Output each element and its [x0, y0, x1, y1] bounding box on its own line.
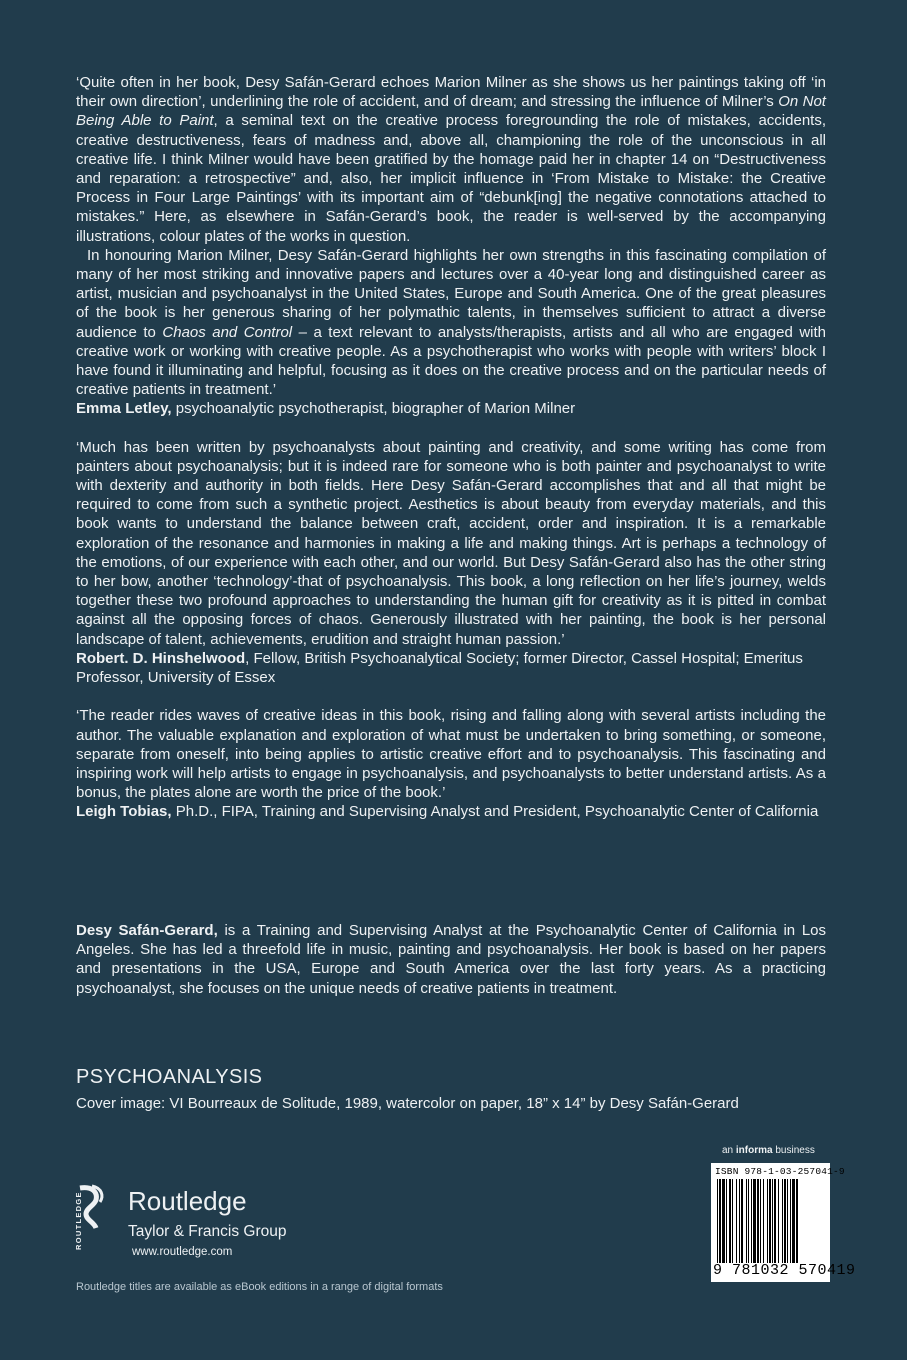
blurb-1-attribution: Emma Letley, psychoanalytic psychotherapist, biographer of Marion Milner [76, 400, 576, 418]
blurb-1-paragraph-1: ‘Quite often in her book, Desy Safán-Gerard echoes Marion Milner as she shows us her paintings taking off ‘in their own direction’, underlining the role of accident, and of dream; and stressing the influence of Milner’s On Not Being Able to Paint, a seminal text on the creative process foregrounding the role of mistakes, accidents, creative destructiveness, fears of madness and, above all, championing the role of the unconscious in all creative life. I think Milner would have been gratified by the homage paid her in chapter 14 on “Destructiveness and reparation: a retrospective” and, also, her implicit influence in ‘From Mistake to Mistake: the Creative Process in Four Large Paintings’ with its important aim of “debunk[ing] the negative connotations attached to mistakes.” Here, as elsewhere in Safán-Gerard’s book, the reader is well-served by the accompanying illustrations, colour plates of the works in question. [76, 74, 826, 245]
author-bio: Desy Safán-Gerard, is a Training and Supervising Analyst at the Psychoanalytic Center of California in Los Angeles. She has led a threefold life in music, painting and psychoanalysis. Her book is based on her papers and presentations in the USA, Europe and South America over the last forty years. As a practicing psychoanalyst, she focuses on the unique needs of creative patients in treatment. [76, 922, 827, 997]
barcode-bar [790, 1179, 791, 1263]
barcode-bar [741, 1179, 743, 1263]
barcode-bar [787, 1179, 788, 1263]
cover-credit: Cover image: VI Bourreaux de Solitude, 1989, watercolor on paper, 18” x 14” by Desy Safán-Gerard [76, 1095, 739, 1112]
isbn-label: ISBN 978-1-03-257041-9 [715, 1166, 845, 1177]
isbn-barcode [711, 1163, 856, 1282]
barcode-bar [736, 1179, 737, 1263]
barcode-bar [751, 1179, 752, 1263]
barcode-bar [792, 1179, 795, 1263]
blurb-2-text: ‘Much has been written by psychoanalysts about painting and creativity, and some writing has come from painters about psychoanalysis; but it is indeed rare for someone who is both painter and psychoanalyst to write with dexterity and authority in both fields. Here Desy Safán-Gerard accomplishes that and all that might be required to come from such a synthetic project. Aesthetics is about beauty from everyday materials, and this book wants to understand the balance between craft, accident, order and inspiration. It is a remarkable exploration of the resonance and harmonies in making a life and making things. Art is perhaps a technology of the emotions, of our experience with each other, and our world. But Desy Safán-Gerard also has the other string to her bow, another ‘technology’-that of psychoanalysis. This book, a long reflection on her life’s journey, welds together these two profound approaches to understanding the human gift for creativity as it is pitted in combat against all the opposing forces of chaos. Generously illustrated with her painting, the book is her personal landscape of talent, achievements, erudition and straight human passion.’ [76, 438, 826, 648]
barcode-bar [774, 1179, 776, 1263]
barcode-bar [757, 1179, 759, 1263]
barcode-bar [796, 1179, 798, 1263]
barcode-bar [748, 1179, 749, 1263]
barcode-bar [782, 1179, 783, 1263]
barcode-bar [784, 1179, 786, 1263]
ebook-note: Routledge titles are available as eBook editions in a range of digital formats [76, 1281, 443, 1293]
barcode-bar [753, 1179, 756, 1263]
publisher-name: Routledge [128, 1186, 247, 1216]
routledge-logo-icon [74, 1184, 112, 1252]
subject-category: PSYCHOANALYSIS [76, 1066, 263, 1088]
barcode-bar [769, 1179, 771, 1263]
barcode-bar [726, 1179, 727, 1263]
barcode-bar [746, 1179, 747, 1263]
blurb-3-text: ‘The reader rides waves of creative ideas in this book, rising and falling along with several artists including the author. The valuable explanation and exploration of what must be undertaken to bring something, or someone, separate from oneself, into being applies to artistic creative effort and to psychoanalysis. This fascinating and inspiring work will help artists to engage in psychoanalysis, and psychoanalysts to better understand artists. As a bonus, the plates alone are worth the price of the book.’ [76, 707, 826, 802]
barcode-bars-icon [717, 1179, 824, 1263]
book-title: Chaos and Control [162, 323, 293, 341]
barcode-bar [717, 1179, 718, 1263]
barcode-bar [763, 1179, 764, 1263]
barcode-bar [739, 1179, 740, 1263]
publisher-group: Taylor & Francis Group [128, 1223, 287, 1240]
barcode-bar [760, 1179, 761, 1263]
book-title: On Not Being Able to Paint [76, 93, 826, 130]
endorsements [76, 73, 826, 822]
blurb-2-attribution: Robert. D. Hinshelwood, Fellow, British Psychoanalytical Society; former Director, Cassel Hospital; Emeritus Professor, University of Essex [76, 649, 803, 687]
logo-vertical-text: ROUTLEDGE [74, 1191, 83, 1250]
barcode-bar [722, 1179, 725, 1263]
barcode-bar [772, 1179, 773, 1263]
barcode-bar [732, 1179, 733, 1263]
barcode-bar [719, 1179, 721, 1263]
publisher-url: www.routledge.com [132, 1246, 233, 1258]
barcode-bar [767, 1179, 768, 1263]
barcode-bar [729, 1179, 731, 1263]
barcode-bar [778, 1179, 779, 1263]
informa-tagline: an informa business [722, 1145, 815, 1156]
isbn-digits: 9 781032 570419 [713, 1262, 856, 1279]
blurb-3-attribution: Leigh Tobias, Ph.D., FIPA, Training and Supervising Analyst and President, Psychoanalytic Center of California [76, 803, 819, 821]
blurb-1-paragraph-2: In honouring Marion Milner, Desy Safán-Gerard highlights her own strengths in this fascinating compilation of many of her most striking and innovative papers and lectures over a 40-year long and distinguished career as artist, musician and psychoanalyst in the United States, Europe and South America. One of the great pleasures of the book is her generous sharing of her polymathic talents, in themselves sufficient to attract a diverse audience to Chaos and Control – a text relevant to analysts/therapists, artists and all who are engaged with creative work or working with creative people. As a psychotherapist who works with people with writers’ block I have found it illuminating and helpful, focusing as it does on the creative process and on the particular needs of creative patients in treatment.’ [76, 246, 826, 399]
